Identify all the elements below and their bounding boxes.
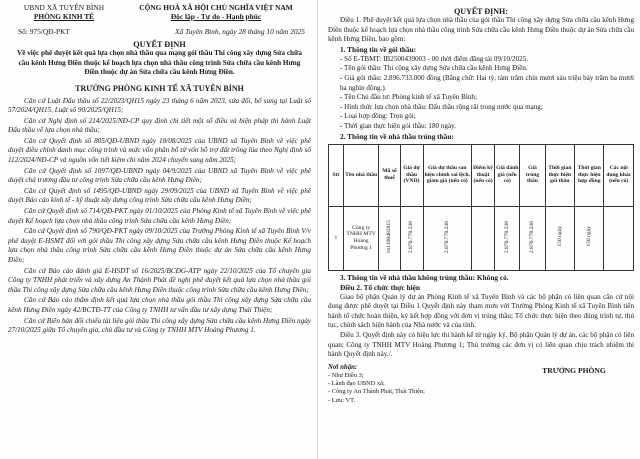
col-winning-price: Giá trúng thầu <box>520 144 545 206</box>
article-1: Điều 1. Phê duyệt kết quả lựa chọn nhà thầu của gói thầu Thi công xây dựng Sửa chữa cầu kênh Hưng Điền thuộc kế hoạch lựa chọn nhà thầu công trình Sửa chữa cầu kênh Hưng Điền thuộc dự án Sửa chữa cầu kênh Hưng Điền, bao gồm: <box>328 16 634 44</box>
cell-stt: 1 <box>329 206 344 270</box>
cell-evaluated-price: 2.870.778.236 <box>503 220 510 253</box>
legal-basis-6: Căn cứ Quyết định số 714/QĐ-PKT ngày 01/10/2025 của Phòng Kinh tế xã Tuyên Bình về việc phê duyệt Kế hoạch lựa chọn nhà thầu công trình Sửa chữa cầu kênh Hưng Điền; <box>8 207 311 225</box>
cell-tech-score <box>472 206 495 270</box>
national-heading <box>121 3 311 21</box>
col-adjusted-price: Giá dự thầu sau hiệu chỉnh sai lệch, giảm giá (nếu có) <box>423 144 471 206</box>
recipients-label: Nơi nhận: <box>328 363 358 371</box>
col-stt: Stt <box>329 144 344 206</box>
info-contract-type: - Loại hợp đồng: Trọn gói; <box>340 112 416 121</box>
legal-basis-7: Căn cứ Quyết định số 790/QĐ-PKT ngày 09/10/2025 của Trưởng Phòng Kinh tế xã Tuyên Bình V/v phê duyệt E-HSMT đối với gói thầu Thi công xây dựng Sửa chữa cầu kênh Hưng Điền thuộc Kế hoạch lựa chọn nhà thầu công trình Sửa chữa cầu kênh Hưng Điền thuộc dự án Sửa chữa cầu kênh Hưng Điền; <box>8 227 311 264</box>
section-winning-contractor: 2. Thông tin về nhà thầu trúng thầu: <box>340 131 454 141</box>
legal-basis-5: Căn cứ Quyết định số 1495/QĐ-UBND ngày 29/09/2025 của UBND xã Tuyên Bình về việc phê duyệt Báo cáo kinh tế - kỹ thuật xây dựng công trình Sửa chữa cầu kênh Hưng Điền; <box>8 186 311 205</box>
col-contractor: Tên nhà thầu <box>343 144 379 206</box>
legal-basis-10: Căn cứ Biên bản đối chiếu tài liệu gói thầu Thi công xây dựng Sửa chữa cầu kênh Hưng Điền ngày 27/10/2025 giữa Tổ chuyên gia, chủ đầu tư và Công ty TNHH MTV Hoàng Phương 1. <box>8 316 311 335</box>
agency-line-1: UBND XÃ TUYÊN BÌNH <box>23 3 105 12</box>
info-package-price: - Giá gói thầu: 2.896.733.000 đồng (Bằng chữ: Hai tỷ, tám trăm chín mươi sáu triệu bảy trăm ba mươi ba nghìn đồng.). <box>340 73 634 92</box>
info-selection-method: - Hình thức lựa chọn nhà thầu: Đấu thầu rộng rãi trong nước qua mạng; <box>340 102 543 111</box>
recipients <box>328 364 478 405</box>
info-package-name: - Tên gói thầu: Thi công xây dựng Sửa chữa cầu kênh Hưng Điền. <box>340 64 528 73</box>
number-date-row <box>8 27 311 36</box>
article-2: Giao bộ phận Quản lý dự án Phòng Kinh tế xã Tuyên Bình và các bộ phận có liên quan căn cứ nội dung được phê duyệt tại Điều 1 Quyết định này tham mưu với Trưởng Phòng Kinh tế xã Tuyên Bình tiến hành tổ chức hoàn thiện, ký kết hợp đồng với đơn vị trúng thầu; Tổ chức thực hiện theo đúng trình tự, thủ tục, chính sách hiện hành của Nhà nước và của tỉnh. <box>328 292 634 330</box>
decision-subject: Về việc phê duyệt kết quả lựa chọn nhà thầu qua mạng gói thầu Thi công xây dựng Sửa chữa cầu kênh Hưng Điền thuộc kế hoạch lựa chọn nhà thầu công trình Sửa chữa cầu kênh Hưng Điền thuộc dự án Sửa chữa cầu kênh Hưng Điền. <box>17 49 302 76</box>
agency-line-2: PHÒNG KINH TẾ <box>33 12 95 21</box>
legal-basis-1: Căn cứ Luật Đấu thầu số 22/2023/QH15 ngày 23 tháng 6 năm 2023, sửa đổi, bổ sung tại Luật số 57/2024/QH15, Luật số 90/2025/QH15; <box>8 96 311 115</box>
recipient-item: - Công ty An Thành Phát, Thái Thiện; <box>328 388 425 396</box>
cell-other <box>604 206 634 270</box>
article-2-title: Điều 2. Tổ chức thực hiện <box>340 282 420 292</box>
table-row <box>329 206 634 270</box>
place-date: Xã Tuyên Bình, ngày 28 tháng 10 năm 2025 <box>175 27 305 36</box>
cell-bid-price: 2.870.778.236 <box>408 220 415 253</box>
cell-tax-code: vn1100482815 <box>386 220 393 254</box>
issuing-authority: TRƯỞNG PHÒNG KINH TẾ XÃ TUYÊN BÌNH <box>75 83 244 93</box>
article-3: Điều 3. Quyết định này có hiệu lực thi hành kể từ ngày ký. Bộ phận Quản lý dự án, các bộ phận có liên quan; Công ty TNHH MTV Hoàng Phương 1; Thủ trưởng các đơn vị có liên quan chịu trách nhiệm thi hành Quyết định này./. <box>328 330 634 359</box>
legal-basis-3: Căn cứ Quyết định số 805/QĐ-UBND ngày 18/08/2025 của UBND xã Tuyên Bình về việc phê duyệt điều chỉnh danh mục công trình và mức vốn phân bổ từ vốn hỗ trợ đất trồng lúa theo Nghị định số 112/2024/NĐ-CP và nguồn vốn tiết kiệm chi năm 2024 chuyển sang năm 2025; <box>8 136 311 165</box>
info-duration: - Thời gian thực hiện gói thầu: 180 ngày. <box>340 121 456 130</box>
info-tbmt: - Số E-TBMT: IB2500439003 - 00 thời điểm đăng tải 09/10/2025. <box>340 54 529 63</box>
legal-basis-4: Căn cứ Quyết định số 1097/QĐ-UBND ngày 04/9/2025 của UBND xã Tuyên Bình về việc phê duyệt chủ trương đầu tư công trình Sửa chữa cầu kênh Hưng Điền; <box>8 166 311 185</box>
signature-block <box>328 364 634 405</box>
col-package-duration: Thời gian thực hiện gói thầu <box>545 144 574 206</box>
legal-basis-8: Căn cứ Báo cáo đánh giá E-HSDT số 16/2025/BCĐG-ATP ngày 22/10/2025 của Tổ chuyên gia Công ty TNHH phát triển và xây dựng An Thành Phát đề nghị phê duyệt kết quả lựa chọn nhà thầu gói thầu Thi công xây dựng Sửa chữa cầu kênh Hưng Điền thuộc công trình Sửa chữa cầu kênh Hưng Điền; <box>8 266 311 294</box>
award-table-header <box>329 144 634 206</box>
issuing-agency <box>8 3 120 21</box>
cell-adjusted-price: 2.870.778.236 <box>444 220 451 253</box>
legal-basis-2: Căn cứ Nghị định số 214/2025/NĐ-CP quy định chi tiết một số điều và biện pháp thi hành Luật Đấu thầu về lựa chọn nhà thầu; <box>8 116 311 135</box>
col-contract-duration: Thời gian thực hiện hợp đồng <box>575 144 604 206</box>
recipient-item: - Lãnh đạo UBND xã; <box>328 380 385 388</box>
col-bid-price: Giá dự thầu (VND) <box>400 144 423 206</box>
info-investor: - Tên Chủ đầu tư: Phòng kinh tế xã Tuyên Bình; <box>340 93 477 102</box>
award-table <box>328 144 634 271</box>
col-other: Các nội dung khác (nếu có) <box>604 144 634 206</box>
decision-heading: QUYẾT ĐỊNH: <box>454 7 508 16</box>
legal-basis-9: Căn cứ Báo cáo thẩm định kết quả lựa chọn nhà thầu gói thầu Thi công xây dựng Sửa chữa cầu kênh Hưng Điền ngày 42/BCTĐ-TT của Công ty TNHH tư vấn đầu tư xây dựng Thái Thiện; <box>8 296 311 314</box>
national-motto: Độc lập - Tự do - Hạnh phúc <box>170 12 262 21</box>
cell-package-duration: 150 ngày <box>556 226 563 248</box>
col-evaluated-price: Giá đánh giá (nếu có) <box>495 144 520 206</box>
col-tech-score: Điểm kỹ thuật (nếu có) <box>472 144 495 206</box>
cell-contractor: Công ty TNHH MTV Hoàng Phương 1 <box>343 206 379 270</box>
document-page-left <box>0 0 318 459</box>
recipient-item: - Lưu: VT. <box>328 396 356 404</box>
section-losing-contractors: 3. Thông tin về nhà thầu không trúng thầu: Không có. <box>340 272 509 282</box>
recipient-item: - Như Điều 3; <box>328 371 364 379</box>
section-package-info: 1. Thông tin về gói thầu: <box>340 44 417 54</box>
cell-contract-duration: 150 ngày <box>585 226 592 248</box>
nation-name: CỘNG HOÀ XÃ HỘI CHỦ NGHĨA VIỆT NAM <box>139 3 293 12</box>
document-number: Số: 975/QĐ-PKT <box>18 27 70 36</box>
decision-title: QUYẾT ĐỊNH <box>133 40 186 49</box>
cell-winning-price: 2.870.778.236 <box>529 220 536 253</box>
col-tax-code: Mã số thuế <box>379 144 400 206</box>
signer-title: TRƯỞNG PHÒNG <box>542 365 606 375</box>
document-page-right <box>320 0 640 459</box>
document-header <box>8 3 311 21</box>
